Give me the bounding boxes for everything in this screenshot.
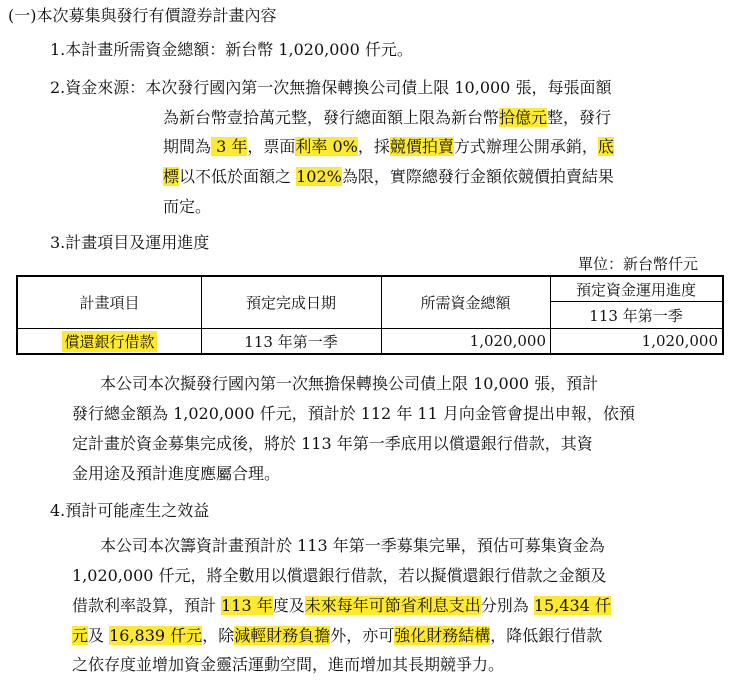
- highlight-amount-2: 16,839 仟元: [109, 626, 203, 645]
- item2-text-3d: 方式辦理公開承銷，: [453, 137, 598, 156]
- row-date: 113 年第一季: [244, 332, 338, 351]
- highlight-percent: 102%: [296, 167, 342, 186]
- row-item-cell: [18, 329, 201, 353]
- highlight-interest-savings: 未來每年可節省利息支出: [304, 596, 481, 615]
- para2-text-3b: 度及: [272, 596, 305, 615]
- para1-line2: 發行總金額為 1,020,000 仟元，預計於 112 年 11 月向金管會提出申報，依預: [72, 404, 635, 423]
- para1-line3: 定計畫於資金募集完成後，將於 113 年第一季底用以償還銀行借款，其資: [72, 434, 593, 453]
- item2-line1: [50, 74, 611, 102]
- highlight-amount: 拾億元: [499, 108, 548, 127]
- row-total: 1,020,000: [469, 332, 546, 350]
- item2-text-3c: ，採: [357, 137, 390, 156]
- row-quarter: 1,020,000: [641, 332, 718, 350]
- item2-label: 2.資金來源：: [50, 78, 146, 97]
- header-item: 計畫項目: [79, 294, 140, 312]
- para2-line3: [72, 592, 611, 620]
- item2-text-2a: 為新台幣壹拾萬元整，發行總面額上限為新台幣: [163, 108, 500, 127]
- item2-line3: [163, 133, 614, 161]
- plan-table: [16, 275, 724, 355]
- item2-text-2b: 整，發行: [547, 108, 612, 127]
- para2-line5: 之依存度並增加資金靈活運動空間，進而增加其長期競爭力。: [72, 655, 505, 674]
- para2-line1: 本公司本次籌資計畫預計於 113 年第一季募集完畢，預估可募集資金為: [100, 536, 605, 555]
- para2-text-3c: 分別為: [480, 596, 534, 615]
- item2-text-3a: 期間為: [163, 137, 212, 156]
- item3-heading: 3.計畫項目及運用進度: [50, 233, 210, 252]
- para2-text-4a: 及: [88, 626, 110, 645]
- item4-heading: 4.預計可能產生之效益: [50, 501, 210, 520]
- highlight-auction: 競價拍賣: [389, 137, 454, 156]
- item2-line4: [163, 163, 614, 191]
- highlight-reduce-burden: 減輕財務負擔: [234, 626, 331, 645]
- item2-line5: 而定。: [163, 197, 212, 216]
- para2-text-4b: ，除: [202, 626, 235, 645]
- item1-total-funds: 1.本計畫所需資金總額：新台幣 1,020,000 仟元。: [50, 40, 413, 59]
- highlight-floor-1: 底: [597, 137, 614, 156]
- row-item: 償還銀行借款: [64, 332, 155, 351]
- para2-text-4d: ，降低銀行借款: [490, 626, 603, 645]
- highlight-strengthen-structure: 強化財務結構: [394, 626, 491, 645]
- para2-text-3a: 借款利率設算，預計: [72, 596, 222, 615]
- highlight-year: 113 年: [221, 596, 273, 615]
- header-quarter: 113 年第一季: [589, 306, 683, 325]
- item2-line2: [163, 104, 611, 132]
- highlight-amount-1: 15,434 仟: [533, 596, 611, 615]
- item2-text-1: 本次發行國內第一次無擔保轉換公司債上限 10,000 張，每張面額: [145, 78, 612, 97]
- highlight-amount-1-unit: 元: [72, 626, 89, 645]
- item2-text-4a: 以不低於面額之: [179, 167, 297, 186]
- para2-line2: 1,020,000 仟元，將全數用以償還銀行借款，若以擬償還銀行借款之金額及: [72, 566, 607, 585]
- para1-line4: 金用途及預計進度應屬合理。: [72, 464, 281, 483]
- item2-text-4b: 為限，實際總發行金額依競價拍賣結果: [341, 167, 614, 186]
- header-total: 所需資金總額: [420, 294, 511, 312]
- highlight-floor-2: 標: [163, 167, 180, 186]
- section-title: (一)本次募集與發行有價證券計畫內容: [8, 6, 277, 25]
- header-progress: 預定資金運用進度: [575, 280, 696, 299]
- para2-text-4c: 外，亦可: [330, 626, 395, 645]
- unit-label: 單位：新台幣仟元: [578, 255, 699, 273]
- highlight-period: 3 年: [211, 137, 248, 156]
- para2-line4: [72, 622, 602, 650]
- highlight-rate: 利率 0%: [295, 137, 358, 156]
- item2-text-3b: ，票面: [247, 137, 296, 156]
- header-date: 預定完成日期: [245, 294, 336, 312]
- para1-line1: 本公司本次擬發行國內第一次無擔保轉換公司債上限 10,000 張，預計: [100, 374, 599, 393]
